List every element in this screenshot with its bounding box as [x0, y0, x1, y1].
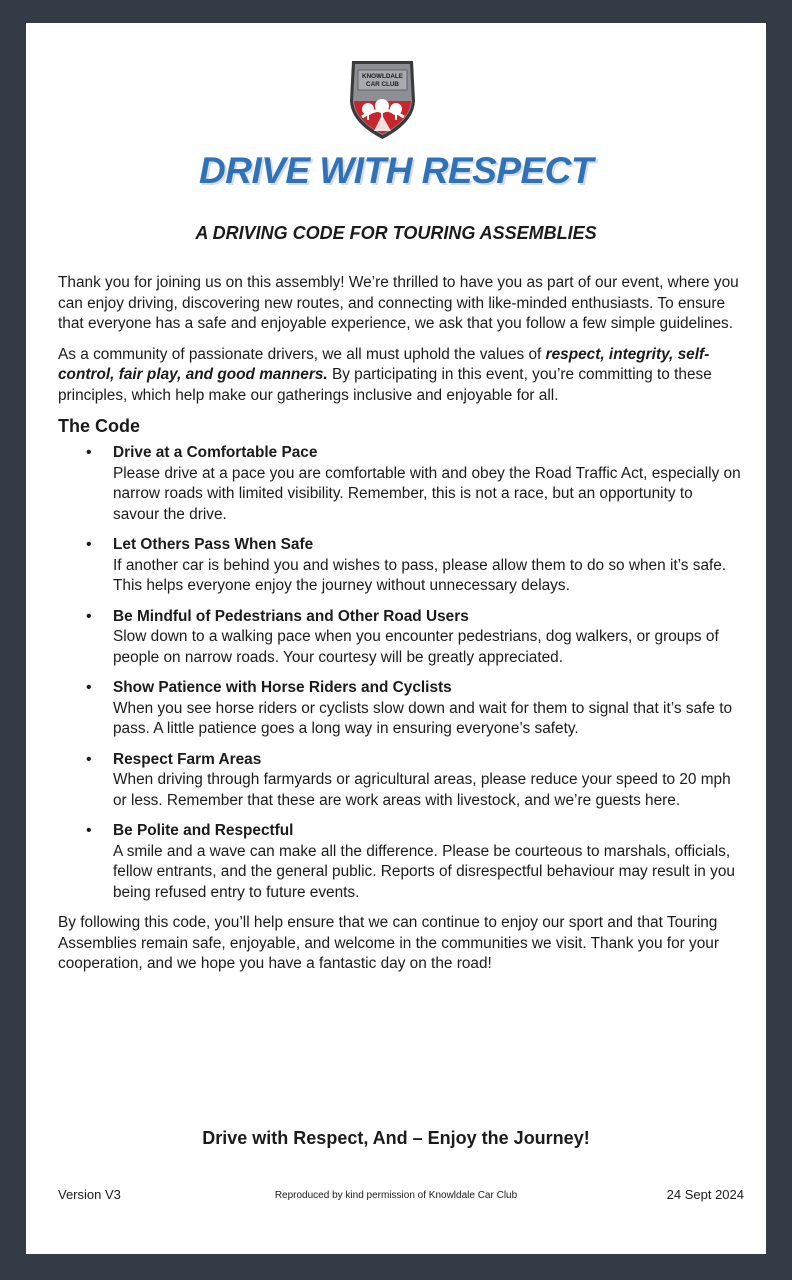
list-item — [58, 750, 742, 812]
rule-title: • Drive at a Comfortable Pace — [113, 444, 318, 461]
rule-title: • Let Others Pass When Safe — [113, 536, 314, 553]
version-label: Version V3 — [58, 1187, 121, 1202]
intro-paragraph: Thank you for joining us on this assembly! We’re thrilled to have you as part of our event, where you can enjoy driving, discovering new routes, and connecting with like-minded enthusiasts. To ensure that everyone has a safe and enjoyable experience, we ask that you follow a few simple guidelines. — [58, 274, 739, 332]
list-item — [58, 443, 742, 525]
rule-title: • Be Mindful of Pedestrians and Other Road Users — [113, 607, 469, 625]
code-heading: The Code — [58, 416, 141, 436]
values-text-before: As a community of passionate drivers, we all must uphold the values of — [58, 345, 546, 363]
outro-paragraph: By following this code, you’ll help ensure that we can continue to enjoy our sport and that Touring Assemblies remain safe, enjoyable, and welcome in the communities we visit. Thank you for your cooperation, and we hope you have a fantastic day on the road! — [58, 914, 719, 972]
knowldale-car-club-shield-icon — [346, 57, 419, 141]
rule-text: Please drive at a pace you are comfortable with and obey the Road Traffic Act, especially on narrow roads with limited visibility. Remember, this is not a race, but an opportunity to savour the drive. — [113, 464, 741, 523]
values-emphasis: respect, integrity, self-control, fair play, and good manners. — [58, 345, 710, 383]
values-text-after: By participating in this event, you’re committing to these principles, which help make our gatherings inclusive and enjoyable for all. — [58, 366, 712, 404]
list-item — [58, 678, 742, 740]
credit-line: Reproduced by kind permission of Knowldale Car Club — [274, 1190, 518, 1201]
rule-text: Slow down to a walking pace when you encounter pedestrians, dog walkers, or groups of people on narrow roads. Your courtesy will be greatly appreciated. — [113, 628, 719, 666]
rule-text: When driving through farmyards or agricultural areas, please reduce your speed to 20 mph or less. Remember that these are work areas with livestock, and we’re guests here. — [113, 771, 731, 809]
rule-text: When you see horse riders or cyclists slow down and wait for them to signal that it’s safe to pass. A little patience goes a long way in ensuring everyone’s safety. — [113, 699, 733, 737]
list-item — [58, 607, 742, 669]
list-item — [58, 535, 742, 597]
rule-title: • Respect Farm Areas — [113, 750, 262, 768]
logo-line2: CAR CLUB — [366, 81, 399, 88]
rule-title: • Be Polite and Respectful — [113, 822, 294, 839]
page-title: DRIVE WITH RESPECT — [199, 150, 593, 191]
rule-text: If another car is behind you and wishes to pass, please allow them to do so when it’s safe. This helps everyone enjoy the journey without unnecessary delays. — [113, 556, 727, 594]
closing-slogan: Drive with Respect, And – Enjoy the Journey! — [202, 1128, 590, 1148]
logo-line1: KNOWLDALE — [362, 73, 403, 80]
list-item — [58, 821, 742, 903]
document-page — [26, 23, 766, 1254]
values-paragraph — [58, 345, 742, 407]
rule-text: A smile and a wave can make all the difference. Please be courteous to marshals, officials, fellow entrants, and the general public. Reports of disrespectful behaviour may result in you being refused entry to future events. — [113, 842, 735, 901]
page-subtitle: A DRIVING CODE FOR TOURING ASSEMBLIES — [195, 223, 597, 243]
code-rules-list — [58, 443, 742, 903]
document-body — [58, 273, 742, 985]
rule-title: • Show Patience with Horse Riders and Cyclists — [113, 679, 452, 696]
date-label: 24 Sept 2024 — [666, 1187, 744, 1202]
